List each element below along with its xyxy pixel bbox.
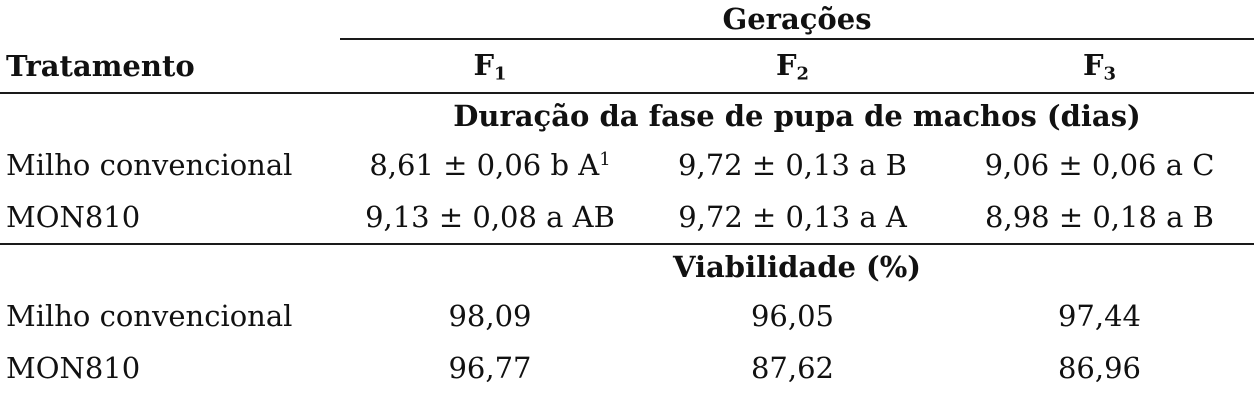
generations-group-header: Gerações	[340, 0, 1254, 39]
treatment-cell: MON810	[0, 191, 340, 244]
treatment-cell: Milho convencional	[6, 147, 293, 182]
table-row	[0, 289, 1254, 342]
value-cell-f3: 86,96	[1057, 351, 1142, 385]
table-row	[0, 191, 1254, 244]
treatment-cell: Milho convencional	[6, 298, 293, 333]
header-spacer	[0, 0, 340, 39]
value-cell-f1: 96,77	[448, 351, 532, 385]
generation-f3-header: $F_3$	[945, 39, 1254, 93]
section-spacer	[0, 93, 340, 138]
value-cell-f2: 96,05	[750, 298, 835, 333]
value-cell-f2: 87,62	[750, 351, 835, 385]
value-cell-f1: 9,13 ± 0,08 a AB	[340, 191, 640, 244]
value-cell-f3: 9,06 ± 0,06 a C	[984, 147, 1215, 182]
value-cell-f2: 9,72 ± 0,13 a B	[678, 147, 907, 182]
value-cell-f3: 97,44	[1057, 298, 1142, 333]
generation-f1-header: $F_1$	[340, 39, 640, 93]
section-title-viabilidade: Viabilidade (%)	[673, 250, 922, 284]
section-title-row	[0, 244, 1254, 289]
section-title-row	[0, 93, 1254, 138]
column-header-row	[0, 39, 1254, 93]
value-cell-f2: 9,72 ± 0,13 a A	[640, 191, 945, 244]
treatment-column-header: Tratamento	[0, 39, 340, 93]
value-cell-f1: 8,61 ± 0,06 b $A^1$	[369, 147, 611, 182]
section-spacer	[0, 244, 340, 289]
generations-header-row	[0, 0, 1254, 39]
treatment-cell: MON810	[6, 351, 141, 385]
table-row	[0, 138, 1254, 191]
table-row	[0, 342, 1254, 394]
value-cell-f1: 98,09	[448, 298, 532, 333]
value-cell-f3: 8,98 ± 0,18 a B	[945, 191, 1254, 244]
generation-f2-header: $F_2$	[640, 39, 945, 93]
footnote-marker: 1	[599, 148, 611, 170]
section-title-pupa: Duração da fase de pupa de machos (dias)	[453, 99, 1141, 133]
